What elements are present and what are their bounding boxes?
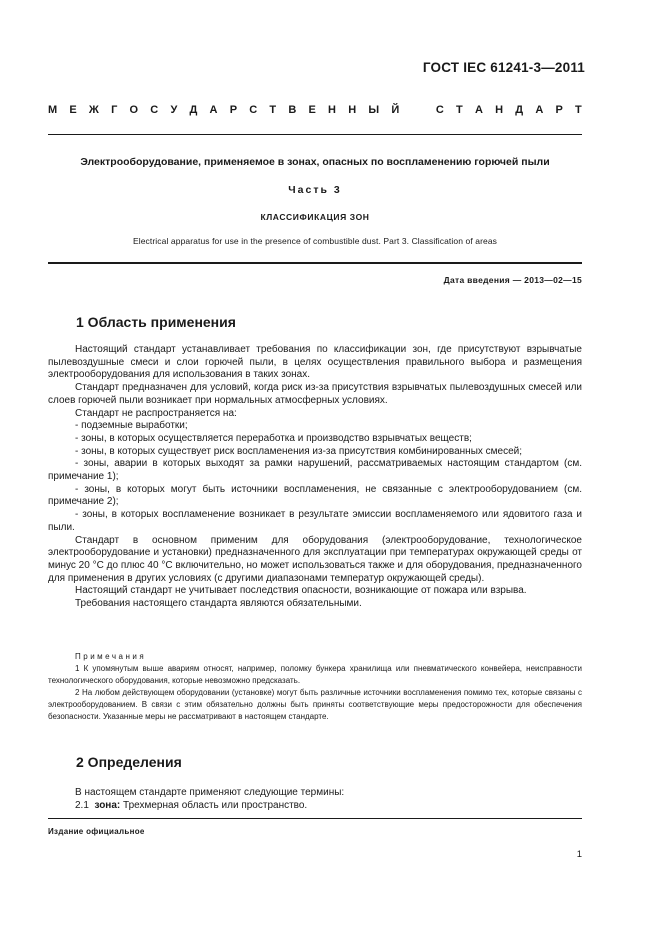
edition-label: Издание официальное — [48, 827, 145, 836]
banner-letter: У — [170, 104, 178, 116]
section-1-heading: 1 Область применения — [76, 314, 236, 330]
introduction-date: Дата введения — 2013—02—15 — [443, 275, 582, 285]
banner-letter: А — [209, 104, 218, 116]
banner-letter: В — [288, 104, 297, 116]
document-title: Электрооборудование, применяемое в зонах, опасных по воспламенению горючей пыли — [80, 156, 550, 168]
note: 2 На любом действующем оборудовании (установке) могут быть различные источники воспламенения помимо тех, которые связаны с электрооборудованием. В связи с этим обязательно должны быть приняты соответствующие меры предосторожности для обеспечения безопасности. Указанные меры не рассматривают в настоящем стандарте. — [48, 688, 582, 721]
section-2-body — [48, 787, 582, 812]
banner-letter: Т — [456, 104, 463, 116]
banner-letter: А — [535, 104, 544, 116]
notes-block — [48, 651, 582, 723]
interstate-standard-banner — [48, 104, 582, 116]
banner-letter: Д — [515, 104, 524, 116]
paragraph: В настоящем стандарте применяют следующие термины: — [75, 787, 345, 798]
note: 1 К упомянутым выше авариям относят, например, поломку бункера хранилища или пневматического конвейера, неисправности технологического оборудования, которые невозможно предсказать. — [48, 664, 582, 685]
standard-number: ГОСТ IEC 61241-3—2011 — [422, 60, 585, 75]
paragraph: Стандарт в основном применим для оборудования (электрооборудование, технологическое электрооборудование и установки) предназначенного для эксплуатации при температурах окружающей среды от минус 20 °С до плюс 40 °С включительно, но может использоваться также и для оборудования, предназначенного для применения в других условиях (с другими диапазонами температур окружающей среды). — [48, 534, 582, 584]
paragraph: Настоящий стандарт не учитывает последствия опасности, возникающие от пожара или взрыва. — [75, 585, 527, 597]
header-rule — [48, 134, 582, 135]
term: зона: — [94, 799, 121, 811]
footer-rule — [48, 818, 582, 819]
section-1-body — [48, 344, 582, 611]
banner-letter: С — [249, 104, 258, 116]
notes-heading: Примечания — [75, 652, 147, 661]
banner-letter: М — [48, 104, 58, 116]
list-item: - зоны, в которых могут быть источники воспламенения, не связанные с электрооборудованием (см. примечание 2); — [48, 483, 582, 508]
banner-letter: Р — [229, 104, 238, 116]
document-subtitle: КЛАССИФИКАЦИЯ ЗОН — [260, 212, 370, 222]
paragraph: Требования настоящего стандарта являются обязательными. — [75, 598, 362, 610]
banner-letter: Н — [328, 104, 336, 116]
english-title: Electrical apparatus for use in the presence of combustible dust. Part 3. Classification of areas — [132, 236, 498, 246]
banner-letter: Т — [575, 104, 582, 116]
list-item: - зоны, аварии в которых выходят за рамки нарушений, рассматриваемых настоящим стандартом (см. примечание 1); — [48, 458, 582, 483]
banner-letter: Е — [69, 104, 77, 116]
banner-letter: О — [129, 104, 139, 116]
term-number: 2.1 — [75, 799, 89, 811]
section-2-heading: 2 Определения — [76, 754, 182, 770]
banner-letter: С — [150, 104, 159, 116]
banner-letter: Н — [495, 104, 504, 116]
term-definition — [48, 800, 582, 813]
paragraph: Стандарт предназначен для условий, когда риск из-за присутствия взрывчатых пылевоздушных смесей или слоев горючей пыли возникает при нормальных атмосферных условиях. — [48, 382, 582, 406]
list-item: - подземные выработки; — [75, 420, 188, 432]
banner-letter: Е — [308, 104, 316, 116]
banner-letter: Р — [555, 104, 563, 116]
banner-letter: Г — [111, 104, 118, 116]
list-item: - зоны, в которых осуществляется переработка и производство взрывчатых веществ; — [75, 432, 472, 444]
banner-letter: Т — [269, 104, 277, 116]
banner-letter: Д — [189, 104, 198, 116]
definition: Трехмерная область или пространство. — [123, 799, 308, 811]
list-item: - зоны, в которых существует риск воспламенения из-за присутствия комбинированных смесей; — [75, 445, 523, 457]
paragraph: Стандарт не распространяется на: — [75, 407, 237, 419]
part-label: Часть 3 — [288, 184, 342, 196]
page-number: 1 — [576, 849, 582, 860]
banner-letter: Й — [391, 104, 400, 116]
banner-letter: Ы — [368, 104, 380, 116]
paragraph: Настоящий стандарт устанавливает требования по классификации зон, где присутствуют взрывчатые пылевоздушные смеси и слои горючей пыли, в целях осуществления правильного выбора и размещения электрооборудования для использования в таких зонах. — [48, 344, 582, 381]
title-rule — [48, 262, 582, 264]
banner-letter: Н — [348, 104, 357, 116]
banner-letter: С — [435, 104, 444, 116]
banner-letter: Ж — [88, 104, 99, 116]
list-item: - зоны, в которых воспламенение возникает в результате эмиссии воспламеняемого или ядовитого газа и пыли. — [48, 509, 582, 533]
banner-letter: А — [474, 104, 483, 116]
